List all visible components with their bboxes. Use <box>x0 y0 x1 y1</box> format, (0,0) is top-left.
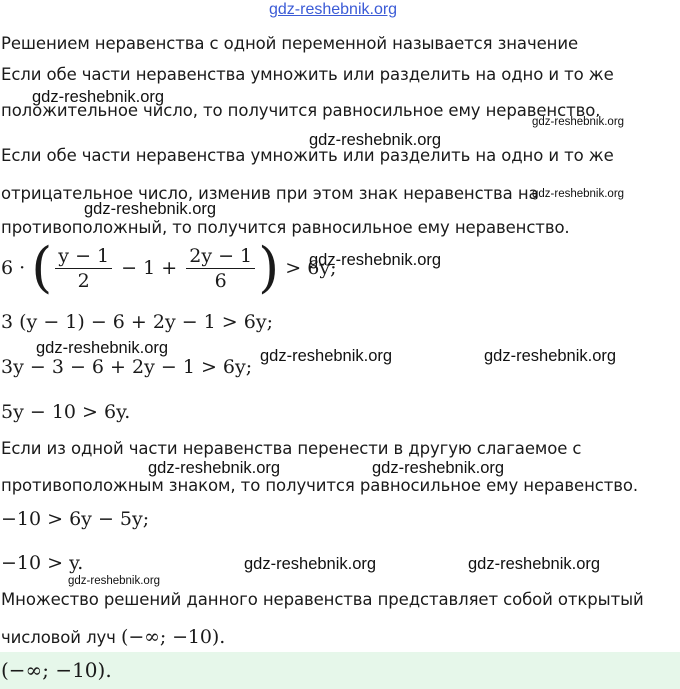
watermark: gdz-reshebnik.org <box>244 555 377 573</box>
equation-5: −10 > 6y − 5y; <box>1 508 150 530</box>
equation-3: 3y − 3 − 6 + 2y − 1 > 6y; <box>1 356 253 378</box>
text-line: Если из одной части неравенства перенести в другую слагаемое с <box>1 439 582 458</box>
text-line: Решением неравенства с одной переменной называется значение <box>1 34 579 53</box>
watermark: gdz-reshebnik.org <box>260 347 393 365</box>
watermark: gdz-reshebnik.org <box>148 459 281 477</box>
answer-box <box>0 652 680 689</box>
watermark: gdz-reshebnik.org <box>32 88 165 106</box>
equation-6: −10 > y. <box>1 552 84 574</box>
text-line: отрицательное число, изменив при этом знак неравенства на <box>1 184 539 203</box>
watermark: gdz-reshebnik.org <box>68 575 161 587</box>
watermark-link[interactable]: gdz-reshebnik.org <box>269 1 398 18</box>
equation-2: 3 (y − 1) − 6 + 2y − 1 > 6y; <box>1 311 273 333</box>
fraction-2: $\frac{2y - 1}{6}$ <box>186 244 255 293</box>
ray-interval: (−∞; −10). <box>121 626 226 648</box>
equation-4: 5y − 10 > 6y. <box>1 401 131 423</box>
watermark: gdz-reshebnik.org <box>309 251 442 269</box>
text-line: противоположным знаком, то получится равносильное ему неравенство. <box>1 476 639 495</box>
watermark: gdz-reshebnik.org <box>468 555 601 573</box>
watermark: gdz-reshebnik.org <box>484 347 617 365</box>
text-line: Если обе части неравенства умножить или разделить на одно и то же <box>1 146 614 165</box>
text-line: Если обе части неравенства умножить или разделить на одно и то же <box>1 65 614 84</box>
text-line: положительное число, то получится равносильное ему неравенство. <box>1 101 601 120</box>
text-line: противоположный, то получится равносильное ему неравенство. <box>1 218 570 237</box>
text-line-with-math: числовой луч (−∞; −10). <box>1 626 226 648</box>
watermark: gdz-reshebnik.org <box>532 116 625 128</box>
watermark: gdz-reshebnik.org <box>309 131 442 149</box>
equation-1: 6 · ( $\frac{y - 1}{2}$ − 1 + $\frac{2y - 1}{6}$ ) > 6y; <box>1 236 337 299</box>
watermark: gdz-reshebnik.org <box>372 459 505 477</box>
watermark: gdz-reshebnik.org <box>36 339 169 357</box>
answer-value: (−∞; −10). <box>1 658 112 682</box>
watermark: gdz-reshebnik.org <box>532 188 625 200</box>
fraction-1: $\frac{y - 1}{2}$ <box>55 244 112 293</box>
text-line: Множество решений данного неравенства представляет собой открытый <box>1 590 644 609</box>
watermark: gdz-reshebnik.org <box>84 200 217 218</box>
